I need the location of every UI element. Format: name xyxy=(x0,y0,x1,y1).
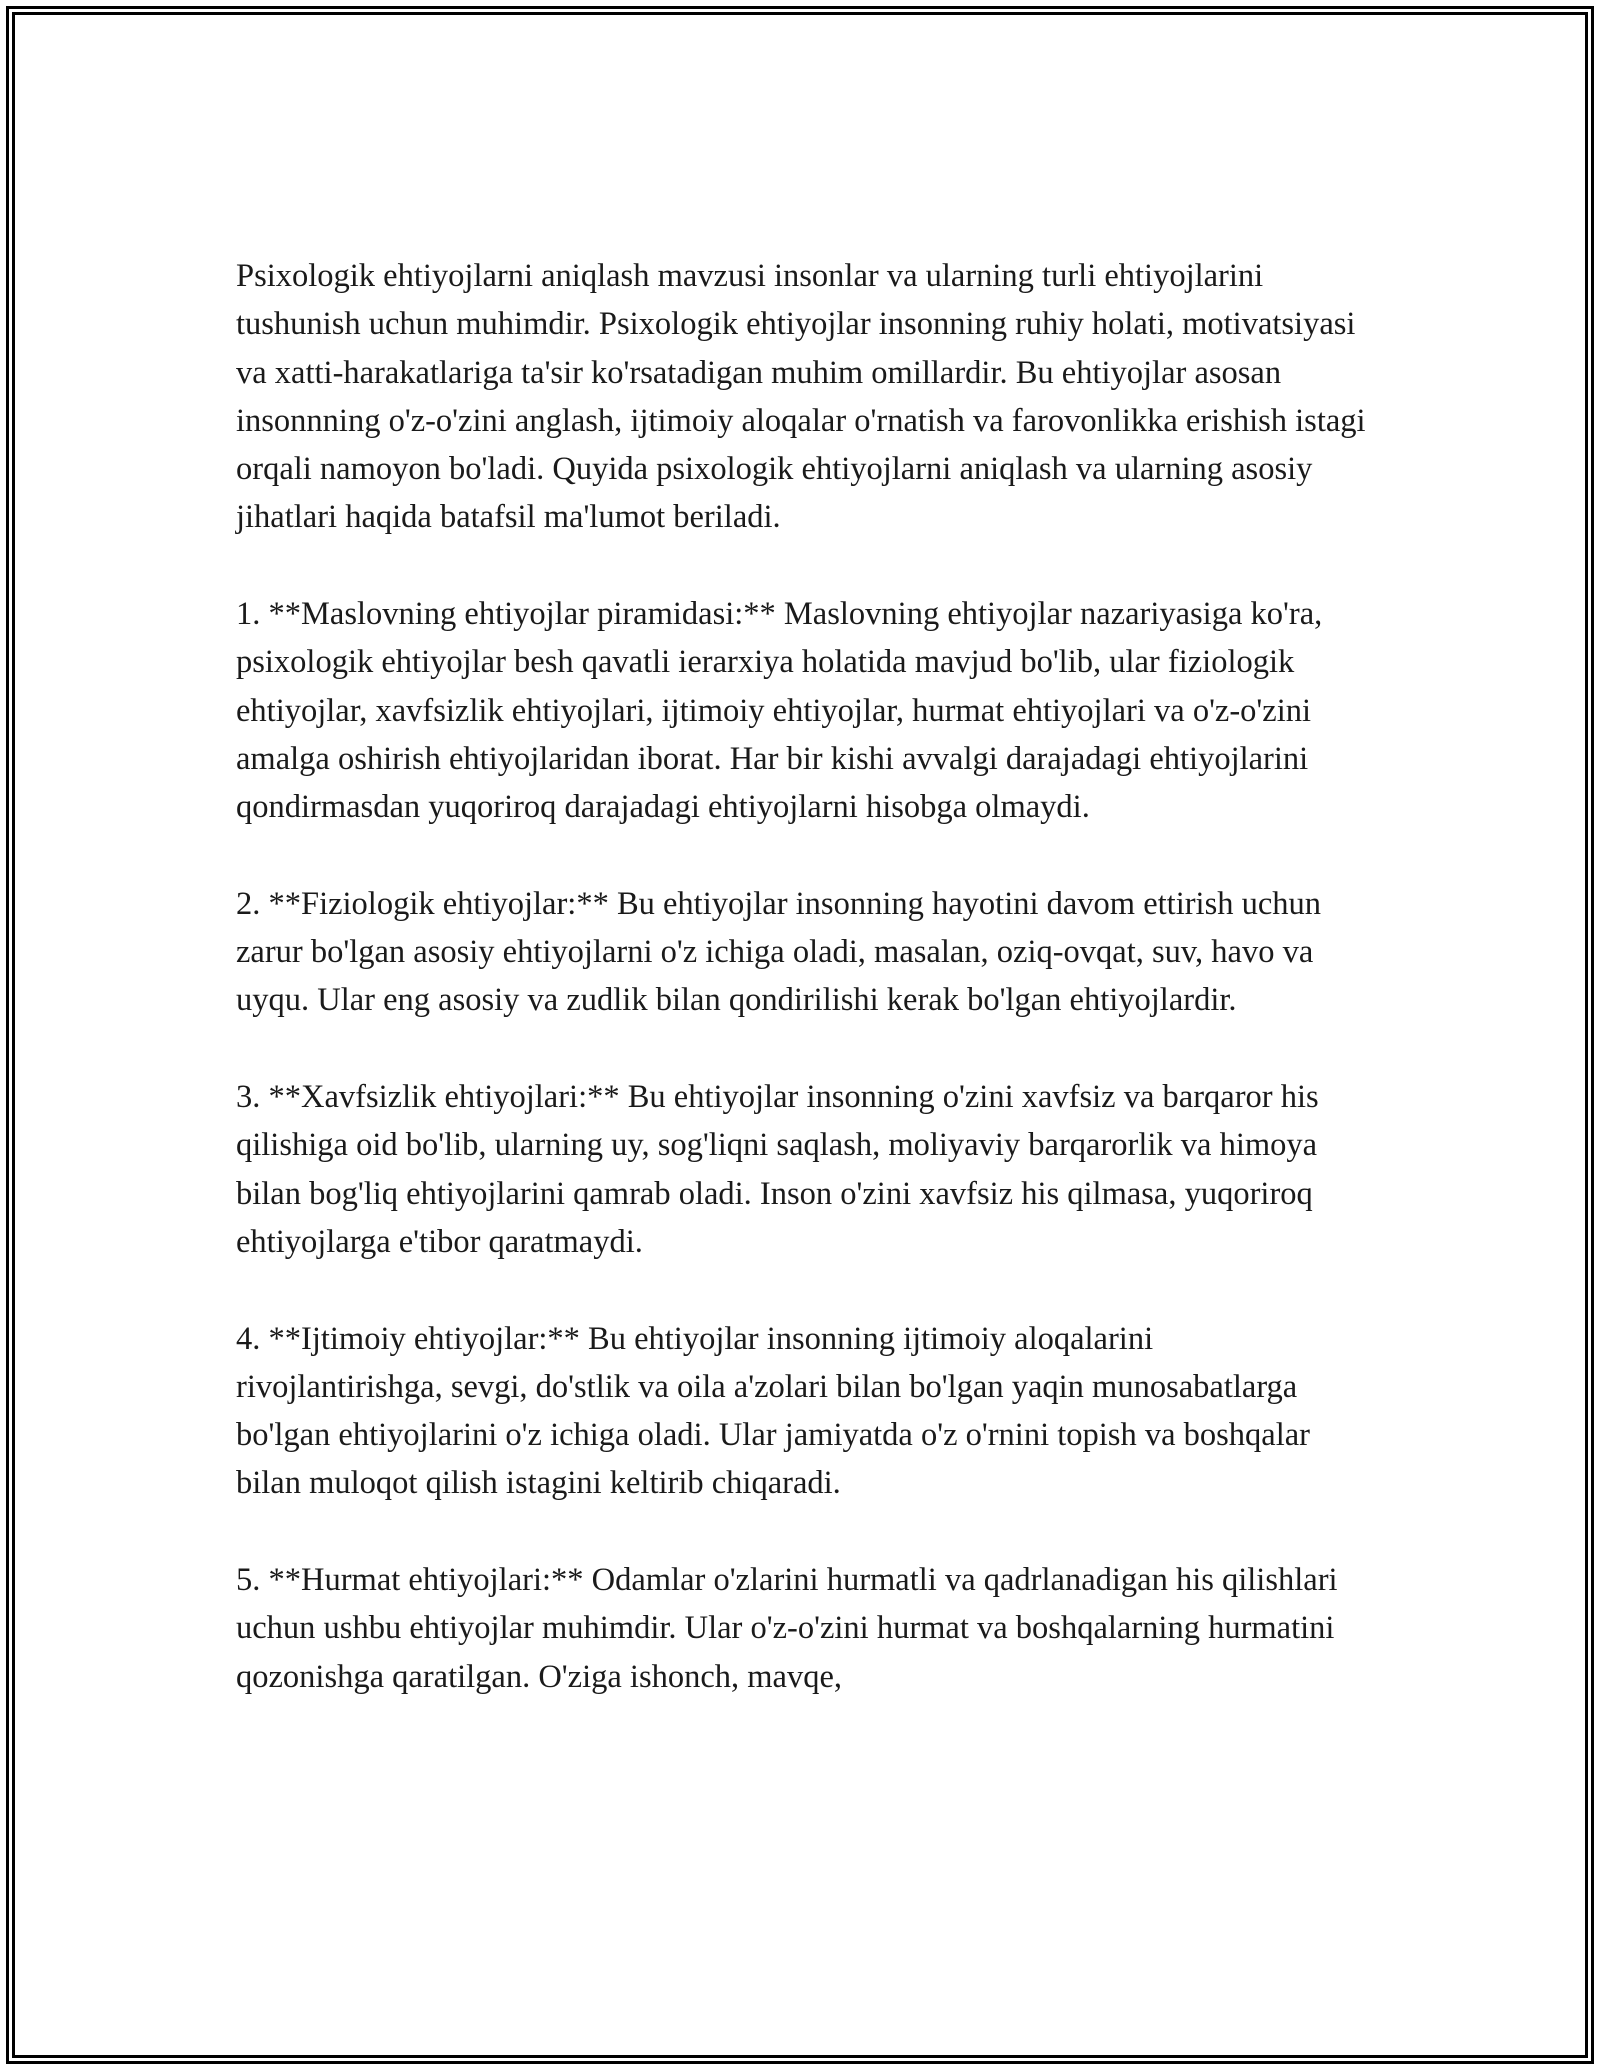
intro-paragraph: Psixologik ehtiyojlarni aniqlash mavzusi insonlar va ularning turli ehtiyojlarini tushunish uchun muhimdir. Psixologik ehtiyojlar insonning ruhiy holati, motivatsiyasi va xatti-harakatlariga ta'sir ko'rsatadigan muhim omillardir. Bu ehtiyojlar asosan insonnning o'z-o'zini anglash, ijtimoiy aloqalar o'rnatish va farovonlikka erishish istagi orqali namoyon bo'ladi. Quyida psixologik ehtiyojlarni aniqlash va ularning asosiy jihatlari haqida batafsil ma'lumot beriladi. xyxy=(236,258,1366,536)
paragraph-safety-needs: 3. **Xavfsizlik ehtiyojlari:** Bu ehtiyojlar insonning o'zini xavfsiz va barqaror his qilishiga oid bo'lib, ularning uy, sog'liqni saqlash, moliyaviy barqarorlik va himoya bilan bog'liq ehtiyojlarini qamrab oladi. Inson o'zini xavfsiz his qilmasa, yuqoriroq ehtiyojlarga e'tibor qaratmaydi. xyxy=(236,1079,1319,1260)
document-body xyxy=(236,252,1366,1701)
paragraph-esteem-needs: 5. **Hurmat ehtiyojlari:** Odamlar o'zlarini hurmatli va qadrlanadigan his qilishlari uchun ushbu ehtiyojlar muhimdir. Ular o'z-o'zini hurmat va boshqalarning hurmatini qozonishga qaratilgan. O'ziga ishonch, mavqe, xyxy=(236,1562,1338,1695)
paragraph-physiological-needs: 2. **Fiziologik ehtiyojlar:** Bu ehtiyojlar insonning hayotini davom ettirish uchun zarur bo'lgan asosiy ehtiyojlarni o'z ichiga oladi, masalan, oziq-ovqat, suv, havo va uyqu. Ular eng asosiy va zudlik bilan qondirilishi kerak bo'lgan ehtiyojlardir. xyxy=(236,885,1322,1019)
paragraph-maslow-pyramid: 1. **Maslovning ehtiyojlar piramidasi:** Maslovning ehtiyojlar nazariyasiga ko'ra, psixologik ehtiyojlar besh qavatli ierarxiya holatida mavjud bo'lib, ular fiziologik ehtiyojlar, xavfsizlik ehtiyojlari, ijtimoiy ehtiyojlar, hurmat ehtiyojlari va o'z-o'zini amalga oshirish ehtiyojlaridan iborat. Har bir kishi avvalgi darajadagi ehtiyojlarini qondirmasdan yuqoriroq darajadagi ehtiyojlarni hisobga olmaydi. xyxy=(236,596,1323,826)
paragraph-social-needs: 4. **Ijtimoiy ehtiyojlar:** Bu ehtiyojlar insonning ijtimoiy aloqalarini rivojlantirishga, sevgi, do'stlik va oila a'zolari bilan bo'lgan yaqin munosabatlarga bo'lgan ehtiyojlarini o'z ichiga oladi. Ular jamiyatda o'z o'rnini topish va boshqalar bilan muloqot qilish istagini keltirib chiqaradi. xyxy=(236,1320,1310,1502)
